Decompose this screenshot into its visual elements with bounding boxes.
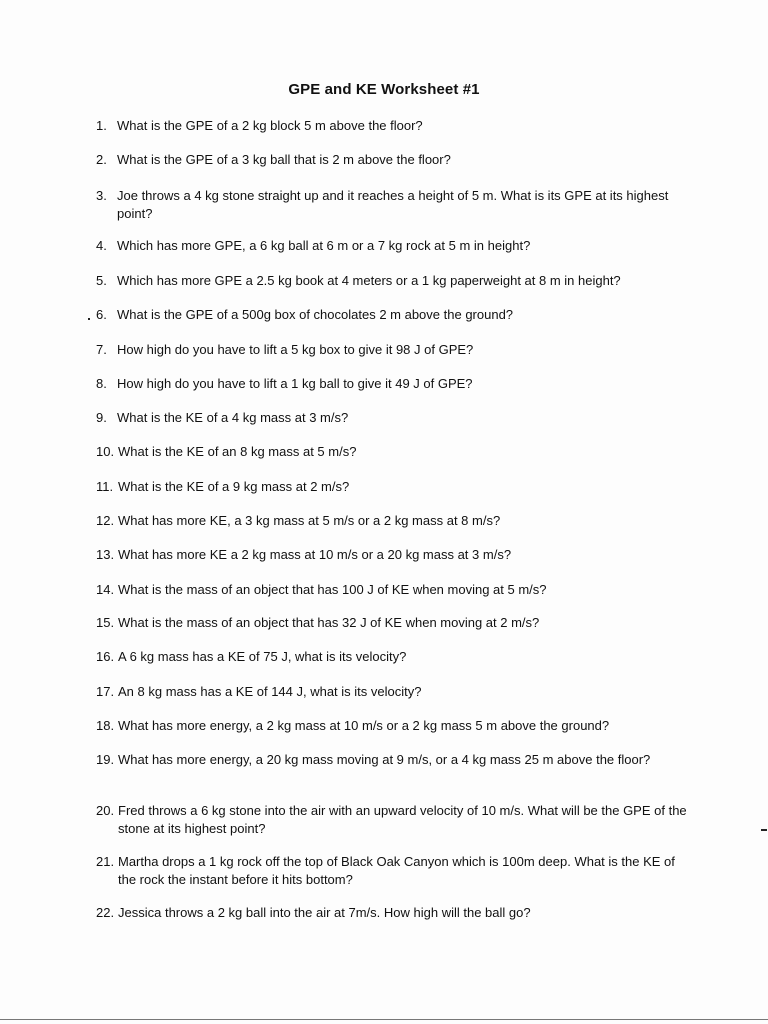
question-text: An 8 kg mass has a KE of 144 J, what is its velocity? [118, 684, 422, 699]
question-item [96, 853, 692, 889]
question-text: How high do you have to lift a 1 kg ball to give it 49 J of GPE? [117, 376, 473, 391]
question-number: 3. [96, 188, 107, 203]
question-text: Martha drops a 1 kg rock off the top of Black Oak Canyon which is 100m deep. What is the KE of the rock the instant before it hits bottom? [118, 854, 675, 887]
question-text: Which has more GPE a 2.5 kg book at 4 meters or a 1 kg paperweight at 8 m in height? [117, 273, 621, 288]
question-item [96, 272, 696, 290]
question-item [96, 341, 696, 359]
question-number: 4. [96, 238, 107, 253]
question-text: What is the KE of a 9 kg mass at 2 m/s? [118, 479, 350, 494]
question-number: 14. [96, 582, 115, 597]
question-text: How high do you have to lift a 5 kg box to give it 98 J of GPE? [117, 342, 474, 357]
question-text: Fred throws a 6 kg stone into the air with an upward velocity of 10 m/s. What will be the GPE of the stone at its highest point? [118, 803, 687, 836]
question-number: 22. [96, 905, 115, 920]
question-item [96, 478, 696, 496]
question-number: 19. [96, 752, 115, 767]
question-item [96, 717, 696, 735]
question-item [96, 581, 696, 599]
question-number: 8. [96, 376, 107, 391]
page-title: GPE and KE Worksheet #1 [288, 81, 480, 98]
question-item [96, 683, 696, 701]
question-number: 10. [96, 444, 115, 459]
question-number: 2. [96, 152, 107, 167]
question-text: Which has more GPE, a 6 kg ball at 6 m or a 7 kg rock at 5 m in height? [117, 238, 531, 253]
question-text: What has more energy, a 20 kg mass moving at 9 m/s, or a 4 kg mass 25 m above the floor? [118, 752, 651, 767]
question-text: What is the mass of an object that has 100 J of KE when moving at 5 m/s? [118, 582, 547, 597]
question-item [96, 751, 692, 769]
question-number: 13. [96, 547, 115, 562]
question-text: What is the GPE of a 500g box of chocolates 2 m above the ground? [117, 307, 514, 322]
question-text: Jessica throws a 2 kg ball into the air at 7m/s. How high will the ball go? [118, 905, 531, 920]
question-number: 11. [96, 479, 114, 494]
question-text: What is the mass of an object that has 32 J of KE when moving at 2 m/s? [118, 615, 540, 630]
question-number: 6. [96, 307, 107, 322]
question-item [96, 904, 696, 922]
question-number: 17. [96, 684, 115, 699]
question-number: 15. [96, 615, 115, 630]
question-number: 18. [96, 718, 115, 733]
scan-mark [761, 829, 767, 831]
question-number: 21. [96, 854, 115, 869]
question-item [96, 187, 692, 223]
question-item [96, 151, 696, 169]
question-item [96, 802, 692, 838]
question-item [96, 237, 696, 255]
question-item [96, 375, 696, 393]
question-text: What has more KE a 2 kg mass at 10 m/s or a 20 kg mass at 3 m/s? [118, 547, 512, 562]
question-item [96, 306, 696, 324]
question-item [96, 443, 696, 461]
question-text: What has more energy, a 2 kg mass at 10 m/s or a 2 kg mass 5 m above the ground? [118, 718, 610, 733]
question-item [96, 512, 696, 530]
question-item [96, 117, 696, 135]
scan-speck [88, 318, 90, 320]
question-number: 7. [96, 342, 107, 357]
question-text: Joe throws a 4 kg stone straight up and it reaches a height of 5 m. What is its GPE at its highest point? [117, 188, 669, 221]
question-number: 5. [96, 273, 107, 288]
question-number: 16. [96, 649, 115, 664]
question-text: What is the GPE of a 2 kg block 5 m above the floor? [117, 118, 423, 133]
question-item [96, 614, 696, 632]
question-item [96, 546, 696, 564]
question-text: What has more KE, a 3 kg mass at 5 m/s or a 2 kg mass at 8 m/s? [118, 513, 501, 528]
question-item [96, 648, 696, 666]
question-number: 20. [96, 803, 115, 818]
question-item [96, 409, 696, 427]
scan-edge-line [0, 1019, 768, 1020]
question-text: What is the KE of a 4 kg mass at 3 m/s? [117, 410, 349, 425]
question-text: What is the KE of an 8 kg mass at 5 m/s? [118, 444, 357, 459]
question-text: A 6 kg mass has a KE of 75 J, what is its velocity? [118, 649, 407, 664]
question-number: 9. [96, 410, 107, 425]
question-number: 12. [96, 513, 115, 528]
question-text: What is the GPE of a 3 kg ball that is 2 m above the floor? [117, 152, 451, 167]
question-number: 1. [96, 118, 107, 133]
